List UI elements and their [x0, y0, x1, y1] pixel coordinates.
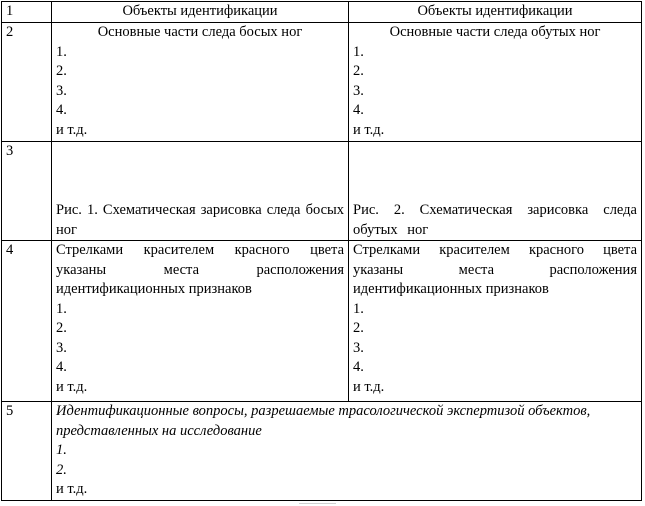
list-item: 1.	[56, 300, 67, 317]
list-item: 3.	[353, 339, 364, 356]
table-row	[2, 241, 642, 402]
table-row	[2, 23, 642, 142]
figure-1-cell	[52, 142, 349, 241]
row-number: 4	[2, 241, 52, 402]
list-item: и т.д.	[56, 378, 88, 395]
barefoot-parts-title: Основные части следа босых ног	[97, 24, 303, 40]
list-item: и т.д.	[353, 121, 385, 138]
list-item: 1.	[353, 300, 364, 317]
shod-parts-cell	[349, 23, 642, 142]
list-item: 3.	[353, 82, 364, 99]
list-item: 2.	[56, 461, 67, 478]
list-item: и т.д.	[353, 378, 385, 395]
list-item: 2.	[56, 63, 67, 79]
list-item: и т.д.	[56, 121, 88, 138]
list-item: 4.	[56, 359, 67, 375]
list-item: 3.	[56, 339, 67, 356]
list-item: и т.д.	[56, 481, 88, 497]
row-number: 5	[2, 402, 52, 501]
list-item: 2.	[353, 320, 364, 336]
right-features-cell	[349, 241, 642, 402]
row-number: 2	[2, 23, 52, 142]
page-edge-mark	[299, 503, 336, 504]
list-item: 2.	[56, 320, 67, 336]
questions-cell	[52, 402, 642, 501]
figure-2-cell	[349, 142, 642, 241]
table-row	[2, 402, 642, 501]
barefoot-parts-cell	[52, 23, 349, 142]
features-note: Стрелками красителем красного цвета указаны места расположения идентификационных признаков	[56, 242, 344, 297]
table-row	[2, 2, 642, 23]
figure-placeholder	[56, 142, 344, 201]
list-item: 3.	[56, 82, 67, 99]
row-number: 1	[2, 2, 52, 23]
list-item: 4.	[353, 359, 364, 375]
figure-1-caption: Рис. 1. Схематическая зарисовка следа босых ног	[56, 202, 344, 238]
figure-2-caption: Рис. 2. Схематическая зарисовка следа обутых ног	[353, 202, 637, 238]
left-features-cell	[52, 241, 349, 402]
table-row	[2, 142, 642, 241]
list-item: 4.	[353, 102, 364, 118]
shod-parts-title: Основные части следа обутых ног	[389, 24, 601, 40]
questions-heading: Идентификационные вопросы, разрешаемые трасологической экспертизой объектов, представленных на исследование	[56, 403, 591, 439]
row-number: 3	[2, 142, 52, 241]
left-header: Объекты идентификации	[52, 2, 349, 23]
right-header: Объекты идентификации	[349, 2, 642, 23]
identification-table	[1, 1, 642, 501]
features-note: Стрелками красителем красного цвета указаны места расположения идентификационных признаков	[353, 242, 637, 297]
list-item: 1.	[56, 43, 67, 60]
list-item: 2.	[353, 63, 364, 79]
list-item: 1.	[353, 43, 364, 60]
list-item: 1.	[56, 442, 67, 458]
list-item: 4.	[56, 102, 67, 118]
figure-placeholder	[353, 142, 637, 201]
